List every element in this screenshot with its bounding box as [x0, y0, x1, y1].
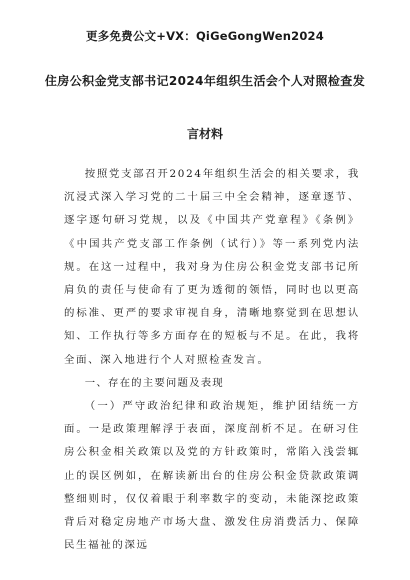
- document-header: 更多免费公文+VX：QiGeGongWen2024: [86, 29, 324, 43]
- paragraph-intro: 按照党支部召开2024年组织生活会的相关要求，我沉浸式深入学习党的二十届三中全会精神，逐章逐节、逐字逐句研习党规，以及《中国共产党章程》《条例》《中国共产党支部工作条例（试行）》等一系列党内法规。在这一过程中，我对身为住房公积金党支部书记所肩负的责任与使命有了更为透彻的领悟，同时也以更高的标准、更严的要求审视自身，清晰地察觉到在思想认知、工作执行等多方面存在的短板与不足。在此，我将全面、深入地进行个人对照检查发言。: [64, 168, 360, 366]
- document-body: [64, 163, 360, 557]
- paragraph-section-1: （一）严守政治纪律和政治规矩，维护团结统一方面。一是政策理解浮于表面，深度剖析不足。在研习住房公积金相关政策以及党的方针政策时，常陷入浅尝辄止的误区例如，在解读新出台的住房公积金贷款政策调整细则时，仅仅着眼于利率数字的变动，未能深挖政策背后对稳定房地产市场大盘、激发住房消费活力、保障民生福祉的深远: [64, 400, 360, 552]
- section-heading: 一、存在的主要问题及表现: [84, 376, 224, 389]
- document-title-line-2: 言材料: [186, 127, 223, 141]
- document-title-line-1: 住房公积金党支部书记2024年组织生活会个人对照检查发: [44, 74, 366, 88]
